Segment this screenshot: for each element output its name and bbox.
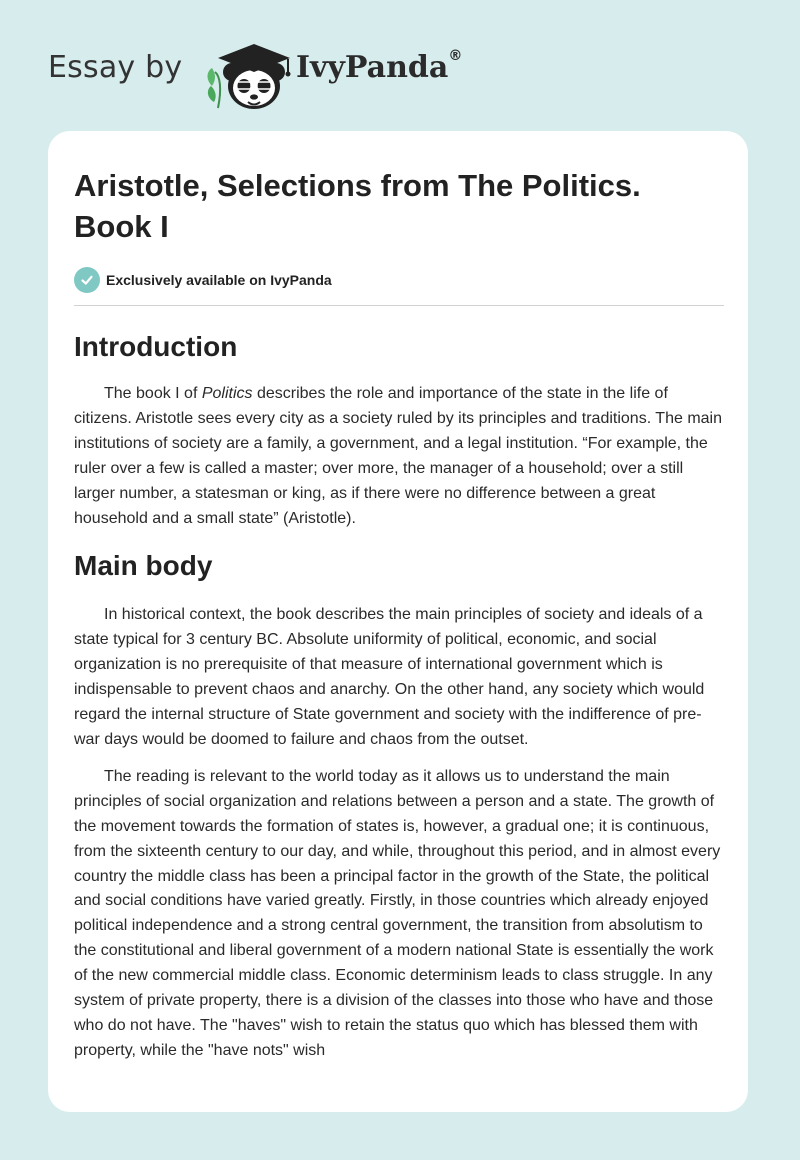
section-heading-introduction: Introduction xyxy=(74,331,238,362)
exclusive-badge-label: Exclusively available on IvyPanda xyxy=(106,272,332,288)
site-header xyxy=(48,28,508,108)
body-paragraph-1: In historical context, the book describes the main principles of society and ideals of a state typical for 3 century BC. Absolute uniformity of political, economic, and social organization is no prerequisite of that measure of international government which is indispensable to prevent chaos and anarchy. On the other hand, any society which would regard the internal structure of State government and society with the indifference of pre-war days would be doomed to failure and chaos from the outset. xyxy=(74,606,705,748)
divider xyxy=(74,305,724,306)
exclusive-badge xyxy=(74,267,724,293)
checkmark-icon xyxy=(74,267,100,293)
panda-logo-icon[interactable] xyxy=(202,32,294,114)
page-title: Aristotle, Selections from The Politics. Book I xyxy=(74,168,641,244)
brand-name[interactable]: IvyPanda® xyxy=(296,48,463,85)
body-paragraph-2: The reading is relevant to the world today as it allows us to understand the main principles of social organization and relations between a person and a state. The growth of the movement towards the formation of states is, however, a gradual one; it is continuous, from the sixteenth century to our day, and while, throughout this period, and in almost every country the middle class has been a principal factor in the growth of the State, the political and social conditions have varied greatly. Firstly, in those countries which already enjoyed political independence and a strong central government, the transition from absolutism to the constitutional and liberal government of a modern national State is essentially the work of the new commercial middle class. Economic determinism leads to class struggle. In any system of private property, there is a division of the classes into those who have and those who do not have. The "haves" wish to retain the status quo which has blessed them with property, while the "have nots" wish xyxy=(74,767,721,1059)
essay-card xyxy=(48,131,748,1112)
registered-mark: ® xyxy=(448,48,463,64)
book-title-italic: Politics xyxy=(201,385,253,402)
essay-content xyxy=(74,165,724,1064)
intro-paragraph: The book I of Politics describes the role and importance of the state in the life of citizens. Aristotle sees every city as a society ruled by its principles and traditions. The main institutions of society are a family, a government, and a legal institution. “For example, the ruler over a few is called a master; over more, the manager of a household; over a still larger number, a statesman or king, as if there were no difference between a great household and a small state” (Aristotle). xyxy=(74,385,722,527)
essay-by-label: Essay by xyxy=(48,50,183,85)
section-heading-main-body: Main body xyxy=(74,550,213,582)
